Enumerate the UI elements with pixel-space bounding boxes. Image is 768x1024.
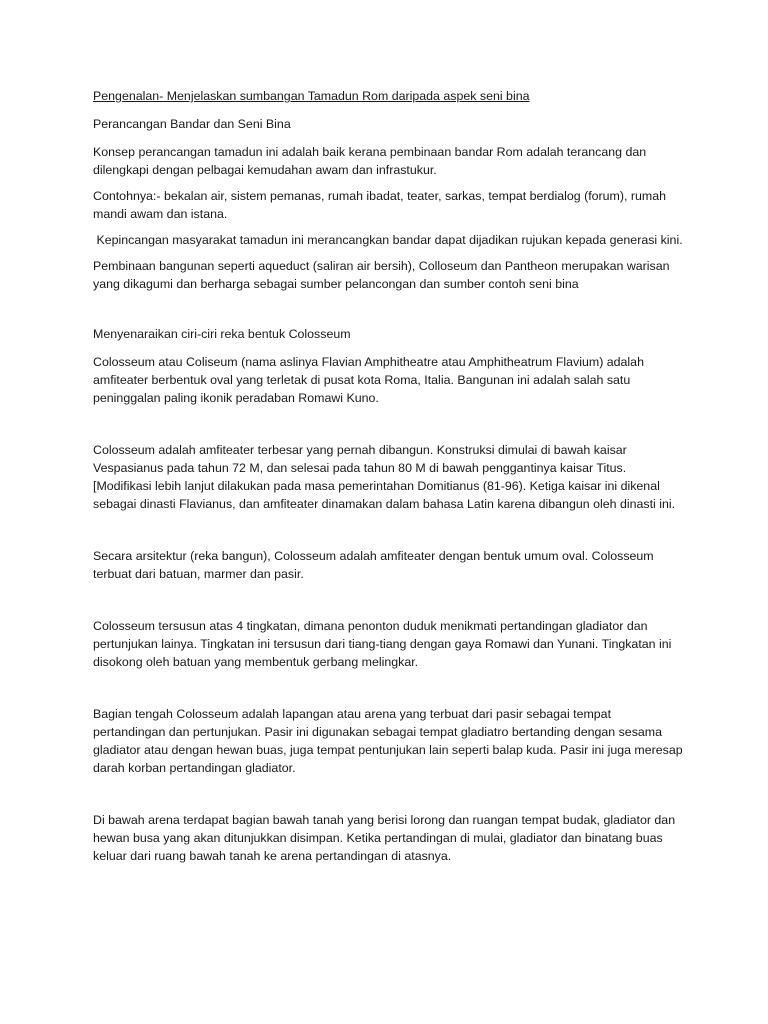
paragraph-colosseum-levels: Colosseum tersusun atas 4 tingkatan, dimana penonton duduk menikmati pertandingan gladiator dan pertunjukan lainya. Tingkatan ini tersusun dari tiang-tiang dengan gaya Romawi dan Yunani. Tingkatan ini disokong oleh batuan yang membentuk gerbang melingkar. — [93, 619, 672, 669]
paragraph-colosseum-arena: Bagian tengah Colosseum adalah lapangan atau arena yang terbuat dari pasir sebagai tempat pertandingan dan pertunjukan. Pasir ini digunakan sebagai tempat gladiatro bertanding dengan sesama gladiator atau dengan hewan buas, juga tempat pentunjukan lain seperti balap kuda. Pasir ini juga meresap darah korban pertandingan gladiator. — [93, 707, 683, 775]
paragraph-colosseum-intro: Colosseum atau Coliseum (nama aslinya Flavian Amphitheatre atau Amphitheatrum Flavium) adalah amfiteater berbentuk oval yang terletak di pusat kota Roma, Italia. Bangunan ini adalah salah satu peninggalan paling ikonik peradaban Romawi Kuno. — [93, 355, 644, 405]
paragraph-kepincangan: Kepincangan masyarakat tamadun ini merancangkan bandar dapat dijadikan rujukan kepada generasi kini. — [93, 233, 683, 247]
paragraph-contohnya: Contohnya:- bekalan air, sistem pemanas, rumah ibadat, teater, sarkas, tempat berdialog (forum), rumah mandi awam dan istana. — [93, 189, 667, 221]
paragraph-colosseum-underground: Di bawah arena terdapat bagian bawah tanah yang berisi lorong dan ruangan tempat budak, gladiator dan hewan busa yang akan ditunjukkan disimpan. Ketika pertandingan di mulai, gladiator dan binatang buas keluar dari ruang bawah tanah ke arena pertandingan di atasnya. — [93, 813, 676, 863]
section-heading-perancangan: Perancangan Bandar dan Seni Bina — [93, 117, 291, 131]
paragraph-pembinaan: Pembinaan bangunan seperti aqueduct (saliran air bersih), Colloseum dan Pantheon merupakan warisan yang dikagumi dan berharga sebagai sumber pelancongan dan sumber contoh seni bina — [93, 259, 670, 291]
paragraph-colosseum-history: Colosseum adalah amfiteater terbesar yang pernah dibangun. Konstruksi dimulai di bawah kaisar Vespasianus pada tahun 72 M, dan selesai pada tahun 80 M di bawah penggantinya kaisar Titus.[Modifikasi lebih lanjut dilakukan pada masa pemerintahan Domitianus (81-96). Ketiga kaisar ini dikenal sebagai dinasti Flavianus, dan amfiteater dinamakan dalam bahasa Latin karena dibangun oleh dinasti ini. — [93, 443, 676, 511]
paragraph-colosseum-architecture: Secara arsitektur (reka bangun), Colosseum adalah amfiteater dengan bentuk umum oval. Colosseum terbuat dari batuan, marmer dan pasir. — [93, 549, 654, 581]
document-body — [93, 87, 683, 873]
paragraph-konsep: Konsep perancangan tamadun ini adalah baik kerana pembinaan bandar Rom adalah terancang dan dilengkapi dengan pelbagai kemudahan awam dan infrastukur. — [93, 145, 647, 177]
section-heading-colosseum: Menyenaraikan ciri-ciri reka bentuk Colosseum — [93, 327, 351, 341]
document-title: Pengenalan- Menjelaskan sumbangan Tamadun Rom daripada aspek seni bina — [93, 89, 530, 103]
